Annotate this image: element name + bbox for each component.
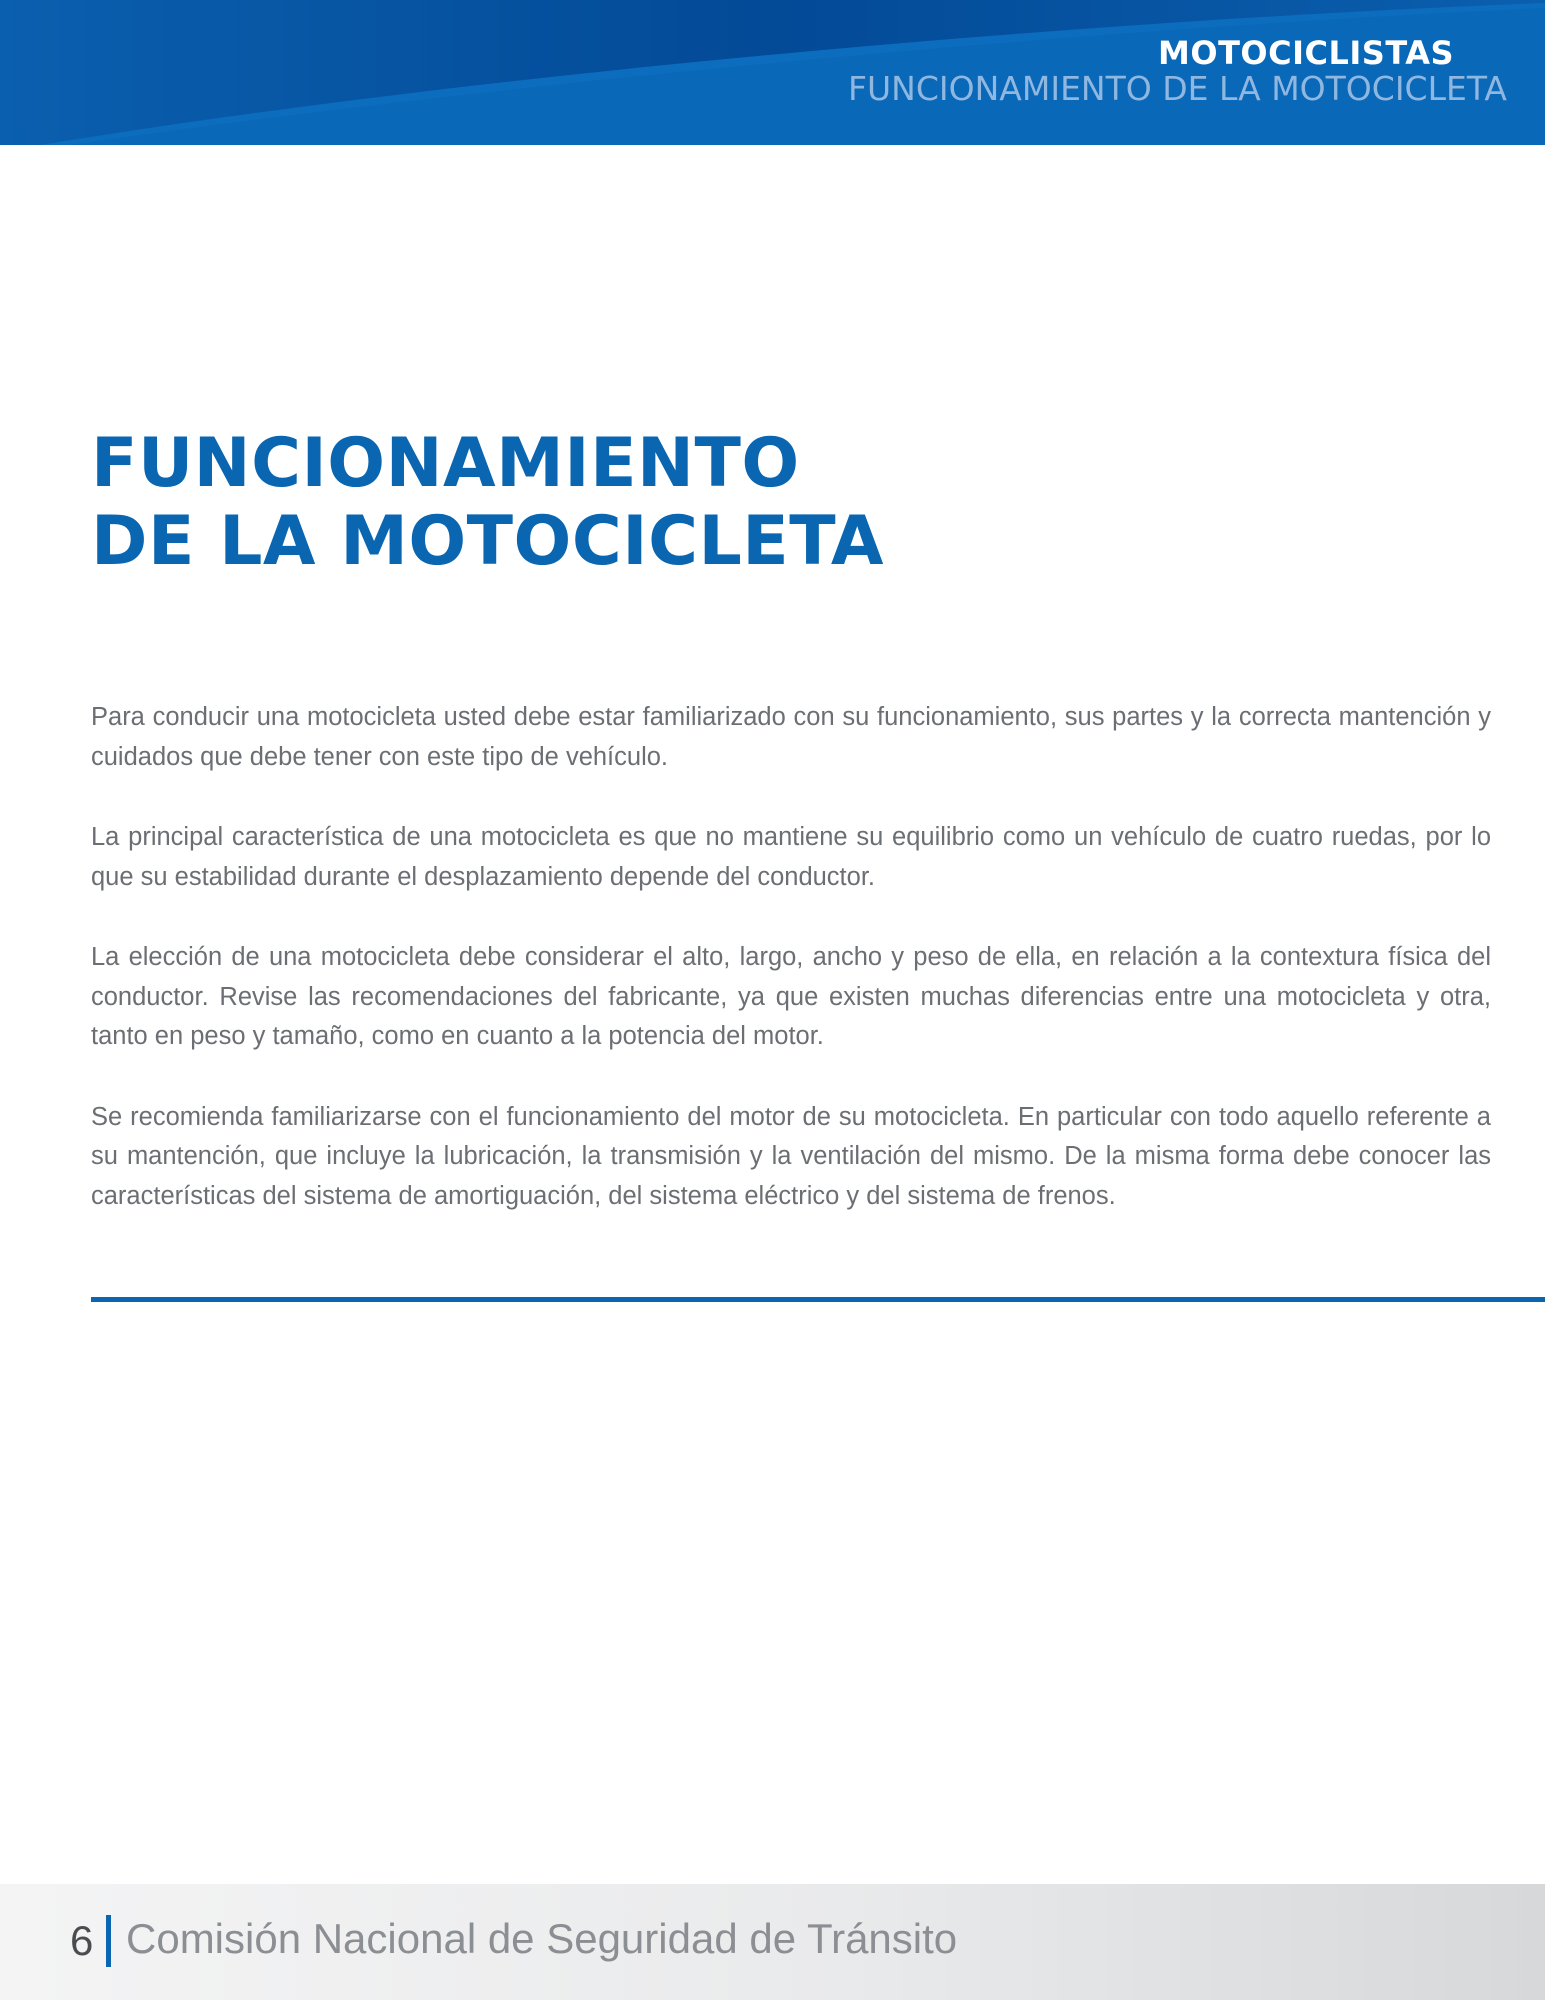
paragraph-3: La elección de una motocicleta debe considerar el alto, largo, ancho y peso de ella, en relación a la contextura física del conductor. Revise las recomendaciones del fabricante, ya que existen muchas diferencias entre una motocicleta y otra, tanto en peso y tamaño, como en cuanto a la potencia del motor. — [91, 943, 1491, 1050]
header-kicker: MOTOCICLISTAS — [1158, 34, 1454, 72]
page-header — [0, 0, 1545, 145]
paragraph-1: Para conducir una motocicleta usted debe estar familiarizado con su funcionamiento, sus partes y la correcta mantención y cuidados que debe tener con este tipo de vehículo. — [91, 703, 1491, 771]
page-title-line-2: DE LA MOTOCICLETA — [91, 502, 884, 581]
page-number: 6 — [70, 1917, 94, 1964]
body-text — [91, 698, 1491, 1216]
page-title-line-1: FUNCIONAMIENTO — [91, 424, 800, 503]
page-footer — [0, 1884, 1545, 2000]
section-divider — [91, 1297, 1545, 1302]
page-title — [91, 425, 884, 581]
footer-organization: Comisión Nacional de Seguridad de Tránsito — [126, 1915, 958, 1962]
footer-separator-bar — [106, 1915, 111, 1967]
paragraph-2: La principal característica de una motocicleta es que no mantiene su equilibrio como un vehículo de cuatro ruedas, por lo que su estabilidad durante el desplazamiento depende del conductor. — [91, 823, 1491, 891]
paragraph-4: Se recomienda familiarizarse con el funcionamiento del motor de su motocicleta. En particular con todo aquello referente a su mantención, que incluye la lubricación, la transmisión y la ventilación del mismo. De la misma forma debe conocer las características del sistema de amortiguación, del sistema eléctrico y del sistema de frenos. — [91, 1102, 1491, 1210]
header-subtitle: FUNCIONAMIENTO DE LA MOTOCICLETA — [848, 69, 1507, 108]
